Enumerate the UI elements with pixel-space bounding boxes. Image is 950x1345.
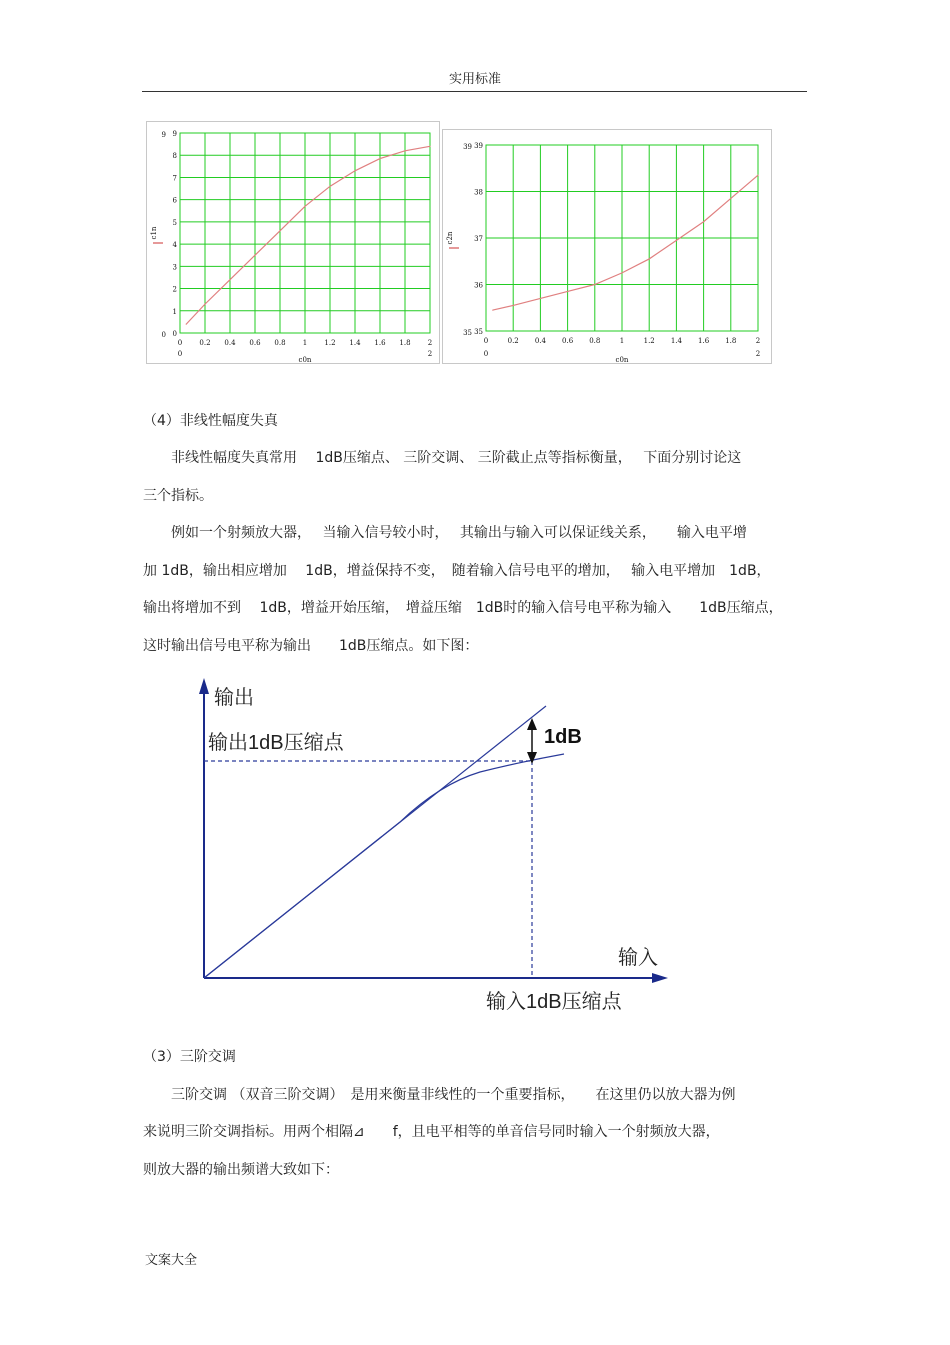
data-point (229, 279, 230, 280)
section-4-line-1: 非线性幅度失真常用 1dB压缩点、 三阶交调、 三阶截止点等指标衡量， 下面分别讨论这 (143, 450, 742, 466)
x-tick-label: 0.2 (199, 339, 211, 347)
y-min-label: 0 (161, 331, 166, 339)
data-point (186, 324, 187, 325)
y-tick-label: 1 (172, 307, 177, 316)
x-min-label: 0 (177, 350, 183, 358)
x-tick-label: 1.6 (698, 337, 710, 345)
section-4-line-3: 例如一个射频放大器， 当输入信号较小时， 其输出与输入可以保证线关系， 输入电平增 (143, 525, 747, 541)
data-point (567, 291, 568, 292)
x-tick-label: 0.4 (534, 337, 546, 345)
data-point (329, 186, 330, 187)
data-point (379, 158, 380, 159)
chart-c1n (146, 121, 440, 364)
y-axis-label: c1n (150, 226, 158, 240)
x-tick-label: 0.2 (507, 337, 519, 345)
x-tick-label: 1.6 (374, 339, 386, 347)
section-4-line-6: 这时输出信号电平称为输出 1dB压缩点。如下图： (143, 638, 479, 654)
data-point (540, 298, 541, 299)
data-point (594, 284, 595, 285)
chart-c2n-svg (442, 129, 772, 364)
section-4-heading: （4）非线性幅度失真 (143, 413, 278, 429)
data-point (254, 255, 255, 256)
section-4-line-4: 加 1dB，输出相应增加 1dB，增益保持不变， 随着输入信号电平的增加， 输入电平增加 1dB， (143, 563, 771, 579)
data-point (304, 206, 305, 207)
y-tick-label: 3 (172, 263, 177, 272)
data-point (429, 146, 430, 147)
section-3-line-1: 三阶交调 （双音三阶交调） 是用来衡量非线性的一个重要指标， 在这里仍以放大器为例 (143, 1087, 736, 1103)
x-tick-label: 1.8 (399, 339, 411, 347)
x-min-label: 0 (483, 350, 489, 358)
x-tick-label: 1.2 (324, 339, 336, 347)
x-tick-label: 2 (427, 339, 433, 347)
data-point (676, 240, 677, 241)
y-tick-label: 7 (172, 174, 177, 183)
y-tick-label: 4 (172, 241, 177, 250)
page-footer: 文案大全 (145, 1253, 198, 1268)
y-tick-label: 36 (474, 281, 483, 290)
x-tick-label: 1.8 (725, 337, 737, 345)
x-tick-label: 1 (619, 337, 625, 345)
section-3-heading: （3）三阶交调 (143, 1049, 236, 1065)
y-tick-label: 5 (172, 218, 177, 227)
figure-compressed-curve (204, 754, 564, 978)
figure-1db-arrow-bottom (527, 752, 537, 764)
figure-out-point-label: 输出1dB压缩点 (208, 732, 344, 754)
data-point (492, 309, 493, 310)
x-tick-label: 0.4 (224, 339, 236, 347)
chart-frame (443, 130, 772, 364)
x-tick-label: 0 (177, 339, 183, 347)
y-tick-label: 35 (474, 328, 483, 336)
figure-in-point-label: 输入1dB压缩点 (486, 991, 622, 1013)
y-min-label: 35 (463, 329, 472, 337)
y-max-label: 9 (161, 131, 166, 139)
y-tick-label: 0 (172, 330, 177, 338)
x-tick-label: 0.6 (562, 337, 574, 345)
data-point (649, 258, 650, 259)
x-axis-label: c0n (298, 356, 312, 364)
x-tick-label: 1.2 (643, 337, 655, 345)
data-point (703, 221, 704, 222)
figure-x-arrow (652, 973, 668, 983)
x-tick-label: 0.8 (589, 337, 601, 345)
chart-c2n (442, 129, 772, 364)
compression-figure-svg (180, 672, 690, 1022)
section-3-line-2: 来说明三阶交调指标。用两个相隔⊿ f，且电平相等的单音信号同时输入一个射频放大器， (143, 1124, 720, 1140)
header-rule (142, 91, 807, 92)
page-header: 实用标准 (448, 72, 501, 87)
x-tick-label: 2 (755, 337, 761, 345)
y-tick-label: 6 (172, 196, 177, 205)
y-tick-label: 37 (474, 235, 483, 243)
x-tick-label: 0.6 (249, 339, 261, 347)
figure-y-axis-label: 输出 (214, 687, 254, 709)
y-tick-label: 38 (474, 188, 483, 197)
x-tick-label: 0.8 (274, 339, 286, 347)
y-tick-label: 39 (474, 142, 483, 150)
data-point (404, 150, 405, 151)
x-max-label: 2 (427, 350, 433, 358)
y-axis-label: c2n (446, 231, 454, 245)
data-point (204, 304, 205, 305)
data-point (279, 230, 280, 231)
data-point (513, 305, 514, 306)
figure-delta-label: 1dB (544, 726, 582, 748)
data-point (354, 170, 355, 171)
x-axis-label: c0n (615, 356, 629, 364)
data-point (757, 175, 758, 176)
section-4-line-2: 三个指标。 (143, 488, 213, 504)
section-4-line-5: 输出将增加不到 1dB，增益开始压缩， 增益压缩 1dB时的输入信号电平称为输入 1dB压缩点， (143, 600, 783, 616)
data-point (730, 198, 731, 199)
y-max-label: 39 (463, 143, 472, 151)
compression-figure (180, 672, 690, 1022)
chart-c1n-svg (146, 121, 440, 364)
y-tick-label: 2 (172, 285, 177, 294)
y-tick-label: 9 (172, 130, 177, 138)
x-tick-label: 1 (302, 339, 308, 347)
x-tick-label: 0 (483, 337, 489, 345)
chart-frame (147, 122, 440, 364)
x-max-label: 2 (755, 350, 761, 358)
section-3-line-3: 则放大器的输出频谱大致如下： (143, 1162, 339, 1178)
data-point (621, 272, 622, 273)
x-tick-label: 1.4 (670, 337, 682, 345)
x-tick-label: 1.4 (349, 339, 361, 347)
figure-x-axis-label: 输入 (618, 947, 658, 969)
y-tick-label: 8 (172, 152, 177, 161)
figure-y-arrow (199, 678, 209, 694)
